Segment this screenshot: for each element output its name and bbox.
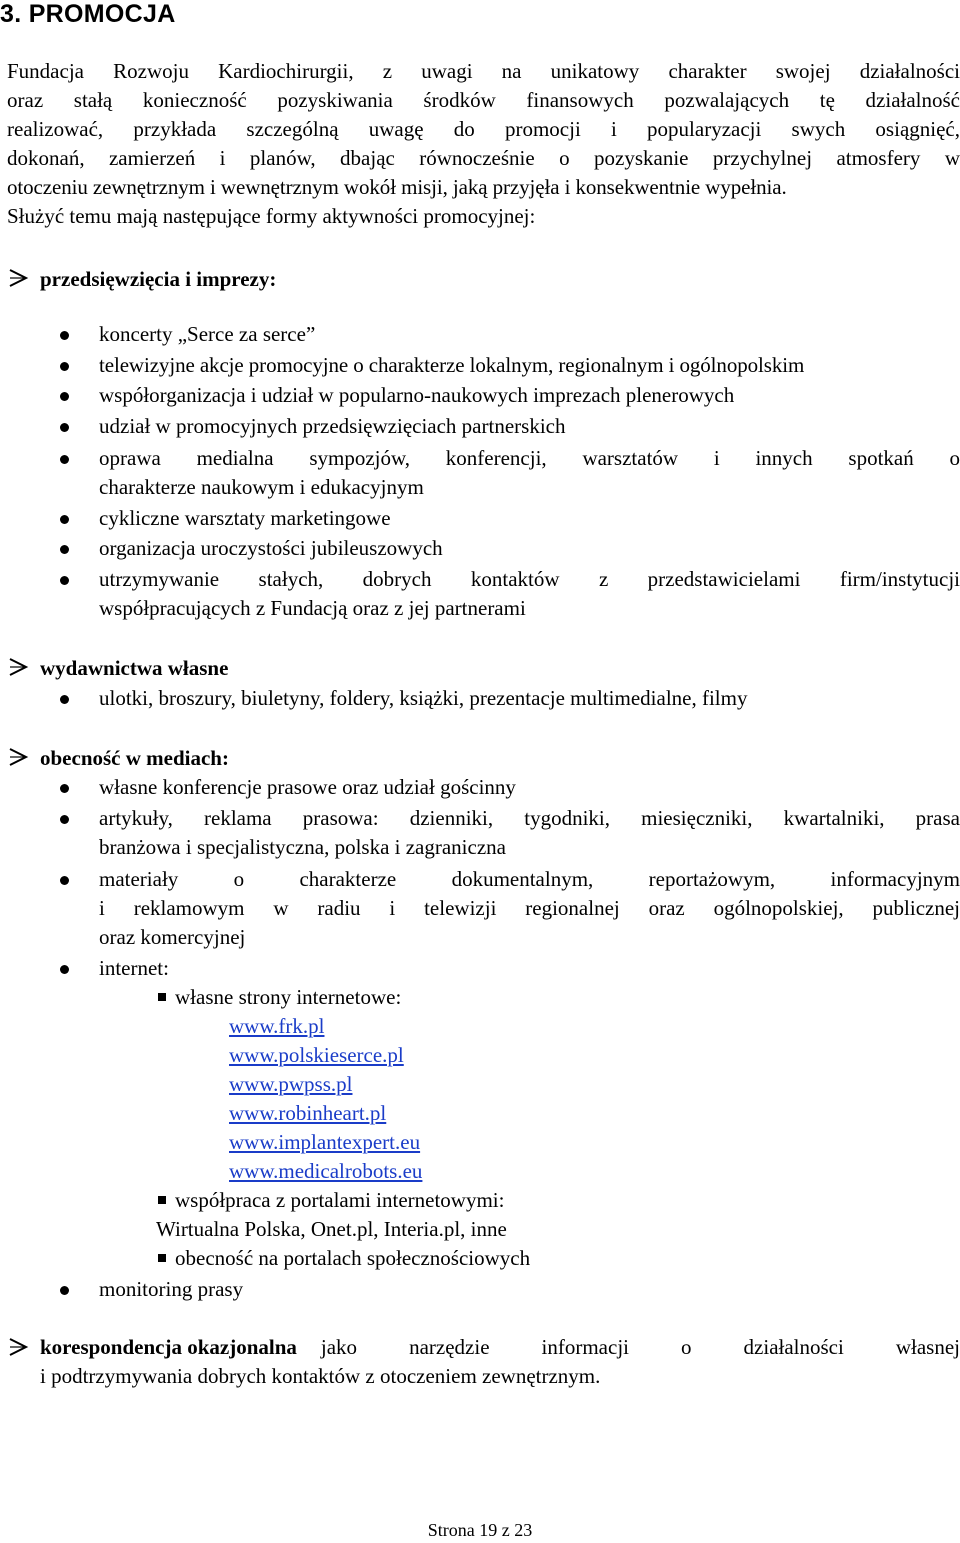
list-item	[99, 773, 960, 802]
page-number: Strona 19 z 23	[427, 1520, 533, 1540]
intro-line: dokonań, zamierzeń i planów, dbając równocześnie o pozyskanie przychylnej atmosfery w	[7, 146, 960, 170]
correspondence-line	[40, 1333, 960, 1362]
intro-line: otoczeniu zewnętrznym i wewnętrznym wokół misji, jaką przyjęła i konsekwentnie wypełnia.	[7, 175, 787, 199]
list-item-text: koncerty „Serce za serce”	[99, 322, 316, 346]
social-label: obecność na portalach społecznościowych	[175, 1246, 531, 1270]
list-item-text: telewizyjne akcje promocyjne o charakterze lokalnym, regionalnym i ogólnopolskim	[99, 353, 805, 377]
list-item-text: monitoring prasy	[99, 1277, 244, 1301]
correspondence-text: jako narzędzie informacji o działalności własnej	[320, 1335, 960, 1359]
intro-line: realizować, przykłada szczególną uwagę do promocji i popularyzacji swych osiągnięć,	[7, 117, 960, 141]
publications-heading: wydawnictwa własne	[40, 656, 229, 680]
bullet-icon	[60, 784, 69, 793]
list-item-text: utrzymywanie stałych, dobrych kontaktów z przedstawicielami firm/instytucji	[99, 567, 960, 591]
media-heading: obecność w mediach:	[40, 746, 229, 770]
list-item-text: oprawa medialna sympozjów, konferencji, warsztatów i innych spotkań o	[99, 446, 960, 470]
bullet-icon	[60, 545, 69, 554]
list-item-text: organizacja uroczystości jubileuszowych	[99, 536, 443, 560]
list-item-text: współpracujących z Fundacją oraz z jej partnerami	[99, 596, 526, 620]
list-item	[99, 1275, 960, 1304]
list-item-text: branżowa i specjalistyczna, polska i zagraniczna	[99, 835, 506, 859]
list-item	[99, 684, 960, 713]
correspondence-heading: korespondencja okazjonalna	[40, 1335, 297, 1359]
list-item	[99, 534, 960, 563]
list-item	[99, 444, 960, 502]
list-item	[99, 412, 960, 441]
arrow-bullet-icon	[7, 268, 29, 288]
arrow-bullet-icon	[7, 1337, 29, 1357]
arrow-bullet-icon	[7, 657, 29, 677]
list-item-text: cykliczne warsztaty marketingowe	[99, 506, 391, 530]
list-item-text: i reklamowym w radiu i telewizji regionalnej oraz ogólnopolskiej, publicznej	[99, 896, 960, 920]
bullet-icon	[60, 362, 69, 371]
bullet-icon	[60, 331, 69, 340]
site-link[interactable]: www.medicalrobots.eu	[229, 1159, 423, 1183]
site-link[interactable]: www.robinheart.pl	[229, 1101, 387, 1125]
intro-line: Służyć temu mają następujące formy aktywności promocyjnej:	[7, 204, 536, 228]
list-item-text: oraz komercyjnej	[99, 925, 246, 949]
square-bullet-icon	[158, 993, 166, 1001]
intro-line: oraz stałą konieczność pozyskiwania środków finansowych pozwalających tę działalność	[7, 88, 960, 112]
intro-line: Fundacja Rozwoju Kardiochirurgii, z uwagi na unikatowy charakter swojej działalności	[7, 59, 960, 83]
site-link[interactable]: www.polskieserce.pl	[229, 1043, 404, 1067]
list-item	[99, 504, 960, 533]
bullet-icon	[60, 515, 69, 524]
section-title: 3. PROMOCJA	[0, 0, 176, 28]
list-item	[99, 565, 960, 623]
list-item	[99, 381, 960, 410]
square-bullet-icon	[158, 1254, 166, 1262]
bullet-icon	[60, 455, 69, 464]
bullet-icon	[60, 576, 69, 585]
list-item-text: artykuły, reklama prasowa: dzienniki, tygodniki, miesięczniki, kwartalniki, prasa	[99, 806, 960, 830]
bullet-icon	[60, 1286, 69, 1295]
square-bullet-icon	[158, 1196, 166, 1204]
list-item-text: współorganizacja i udział w popularno-naukowych imprezach plenerowych	[99, 383, 735, 407]
list-item	[99, 954, 960, 983]
bullet-icon	[60, 876, 69, 885]
bullet-icon	[60, 815, 69, 824]
list-item-text: ulotki, broszury, biuletyny, foldery, książki, prezentacje multimedialne, filmy	[99, 686, 748, 710]
list-item-text: własne konferencje prasowe oraz udział gościnny	[99, 775, 516, 799]
list-item-text: materiały o charakterze dokumentalnym, reportażowym, informacyjnym	[99, 867, 960, 891]
list-item	[99, 865, 960, 952]
site-link[interactable]: www.implantexpert.eu	[229, 1130, 421, 1154]
arrow-bullet-icon	[7, 747, 29, 767]
site-link[interactable]: www.frk.pl	[229, 1014, 325, 1038]
bullet-icon	[60, 695, 69, 704]
list-item-text: internet:	[99, 956, 169, 980]
correspondence-text-line2: i podtrzymywania dobrych kontaktów z otoczeniem zewnętrznym.	[40, 1364, 601, 1388]
bullet-icon	[60, 392, 69, 401]
list-item-text: udział w promocyjnych przedsięwzięciach partnerskich	[99, 414, 566, 438]
list-item-text: charakterze naukowym i edukacyjnym	[99, 475, 424, 499]
own-sites-label: własne strony internetowe:	[175, 985, 402, 1009]
list-item	[99, 804, 960, 862]
list-item	[99, 351, 960, 380]
bullet-icon	[60, 423, 69, 432]
site-link[interactable]: www.pwpss.pl	[229, 1072, 353, 1096]
portals-label: współpraca z portalami internetowymi:	[175, 1188, 505, 1212]
intro-paragraph	[7, 57, 960, 231]
bullet-icon	[60, 965, 69, 974]
list-item	[99, 320, 960, 349]
portals-list: Wirtualna Polska, Onet.pl, Interia.pl, inne	[156, 1217, 507, 1241]
events-heading: przedsięwzięcia i imprezy:	[40, 267, 277, 291]
